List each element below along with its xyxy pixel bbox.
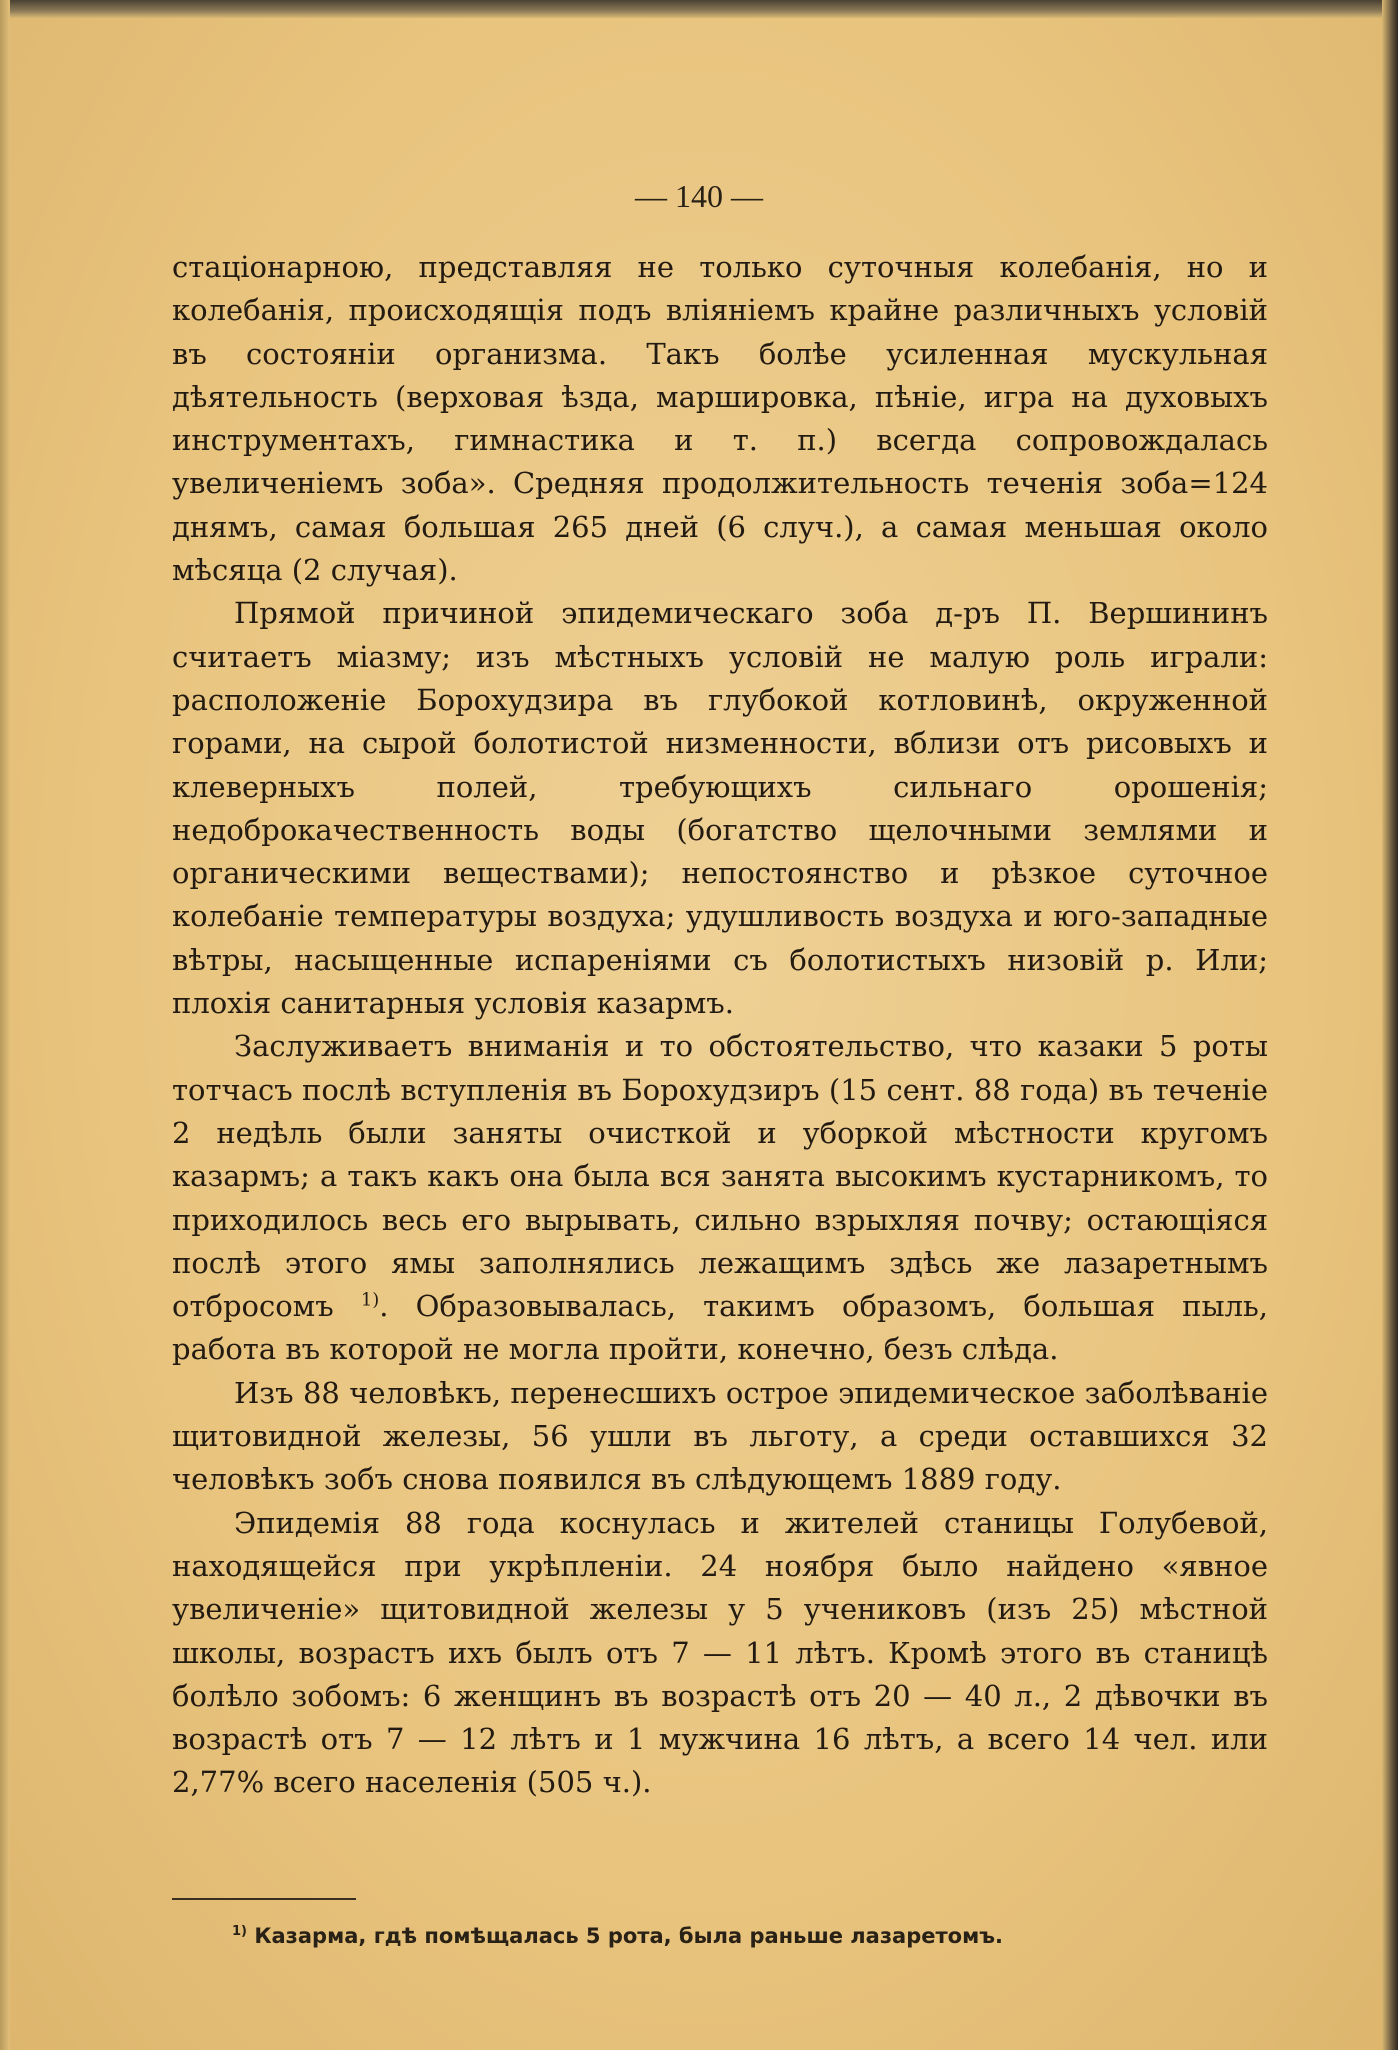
footnote bbox=[232, 1924, 1232, 1948]
page-top-edge bbox=[0, 0, 1398, 18]
paragraph-5: Эпидемія 88 года коснулась и жителей станицы Голубевой, находящейся при укрѣпленіи. 24 ноября было найдено «явное увеличеніе» щитовидной железы у 5 учениковъ (изъ 25) мѣстной школы, возрастъ ихъ былъ отъ 7 — 11 лѣтъ. Кромѣ этого въ станицѣ болѣло зобомъ: 6 женщинъ въ возрастѣ отъ 20 — 40 л., 2 дѣвочки въ возрастѣ отъ 7 — 12 лѣтъ и 1 мужчина 16 лѣтъ, а всего 14 чел. или 2,77% всего населенія (505 ч.). bbox=[172, 1505, 1268, 1800]
page-number: — 140 — bbox=[635, 178, 763, 214]
paragraph-4: Изъ 88 человѣкъ, перенесшихъ острое эпидемическое заболѣваніе щитовидной железы, 56 ушли въ льготу, а среди оставшихся 32 человѣкъ зобъ снова появился въ слѣдующемъ 1889 году. bbox=[172, 1375, 1268, 1497]
footnote-reference: 1) bbox=[360, 1289, 380, 1311]
paragraph-3: Заслуживаетъ вниманія и то обстоятельство, что казаки 5 роты тотчасъ послѣ вступленія въ Борохудзиръ (15 сент. 88 года) въ теченіе 2 недѣль были заняты очисткой и уборкой мѣстности кругомъ казармъ; а такъ какъ она была вся занята высокимъ кустарникомъ, то приходилось весь его вырывать, сильно взрыхляя почву; остающіяся послѣ этого ямы заполнялись лежащимъ здѣсь же лазаретнымъ отбросомъ $^{1)}$. Образовывалась, такимъ образомъ, большая пыль, работа въ которой не могла пройти, конечно, безъ слѣда. bbox=[172, 1029, 1269, 1367]
page-right-edge bbox=[1382, 0, 1398, 2050]
footnote-divider bbox=[172, 1898, 356, 1900]
paragraph-1: стаціонарною, представляя не только суточныя колебанія, но и колебанія, происходящія подъ вліяніемъ крайне различныхъ условій въ состояніи организма. Такъ болѣе усиленная мускульная дѣятельность (верховая ѣзда, маршировка, пѣніе, игра на духовыхъ инструментахъ, гимнастика и т. п.) всегда сопровождалась увеличеніемъ зоба». Средняя продолжительность теченія зоба=124 днямъ, самая большая 265 дней (6 случ.), а самая меньшая около мѣсяца (2 случая). bbox=[172, 250, 1268, 588]
paragraph-2: Прямой причиной эпидемическаго зоба д-ръ П. Вершининъ считаетъ міазму; изъ мѣстныхъ условій не малую роль играли: расположеніе Борохудзира въ глубокой котловинѣ, окруженной горами, на сырой болотистой низменности, вблизи отъ рисовыхъ и клеверныхъ полей, требующихъ сильнаго орошенія; недоброкачественность воды (богатство щелочными землями и органическими веществами); непостоянство и рѣзкое суточное колебаніе температуры воздуха; удушливость воздуха и юго-западные вѣтры, насыщенные испареніями съ болотистыхъ низовій р. Или; плохія санитарныя условія казармъ. bbox=[172, 596, 1268, 1021]
body-text bbox=[172, 246, 1268, 1805]
footnote-text: Казарма, гдѣ помѣщалась 5 рота, была раньше лазаретомъ. bbox=[254, 1924, 1004, 1948]
page-left-edge bbox=[0, 0, 10, 2050]
footnote-mark: 1) bbox=[232, 1924, 248, 1939]
